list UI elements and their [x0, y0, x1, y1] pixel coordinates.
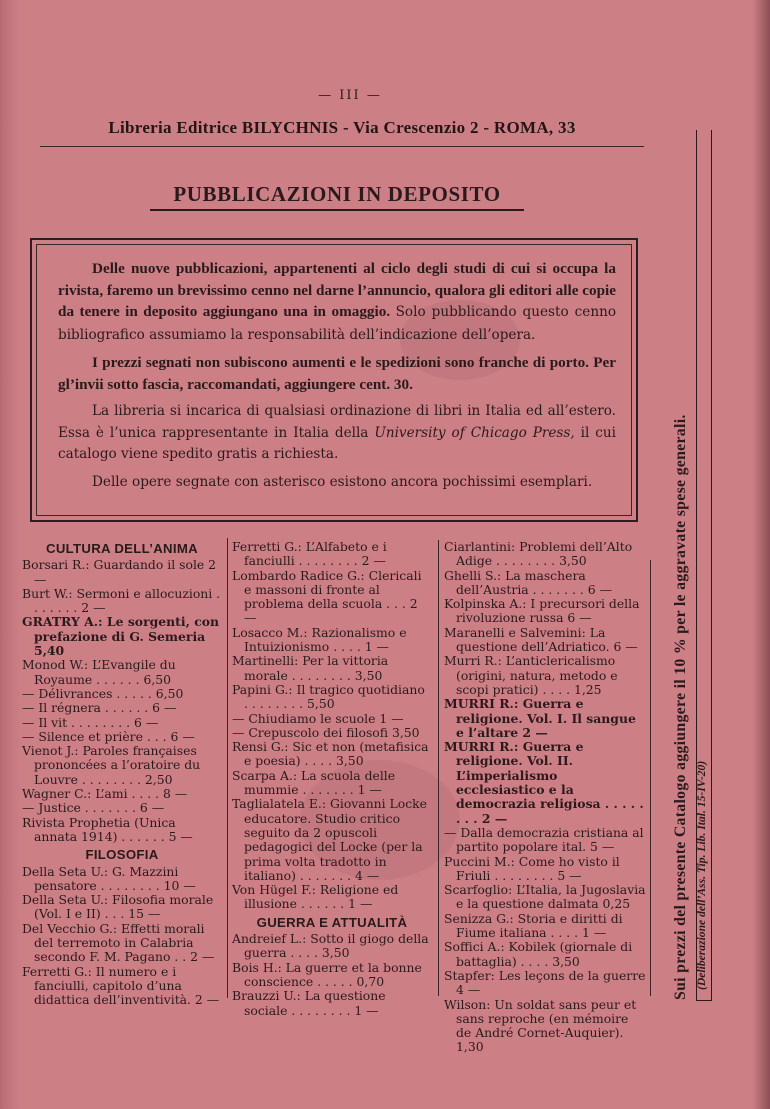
- notice-p3-publisher: University of Chicago Press,: [374, 424, 575, 441]
- catalog-entry: Murri R.: L’anticlericalismo (origini, natura, metodo e scopi pratici) . . . . 1,25: [444, 653, 618, 697]
- catalog-entry: Wilson: Un soldat sans peur et sans reproche (en mémoire de André Cornet-Auquier). 1,30: [444, 996, 637, 1055]
- notice-p1-rest: Solo pubblicando questo cenno bibliografico assumiamo la responsabilità dell’indicazione dell’opera.: [58, 304, 617, 343]
- publisher-header: Libreria Editrice BILYCHNIS - Via Crescenzio 2 - ROMA, 33: [108, 118, 576, 137]
- catalog-entry: GRATRY A.: Le sorgenti, con prefazione di G. Semeria 5,40: [22, 614, 220, 659]
- section-entries-cultura: [22, 558, 222, 844]
- catalog-entry: — Silence et prière . . . 6 —: [22, 728, 195, 744]
- notice-paragraph-3: [58, 401, 616, 466]
- section-entries-guerra-cont: [444, 540, 646, 1055]
- notice-box: [30, 238, 638, 522]
- catalog-entry: Soffici A.: Kobilek (giornale di battaglia) . . . . 3,50: [444, 939, 633, 969]
- notice-paragraph-1: [58, 258, 616, 346]
- notice-p3-a: La libreria si incarica di qualsiasi ordinazione di libri in Italia ed all’estero. Essa è l’unica rappresentante in Italia della: [58, 403, 616, 441]
- catalog-entry: Papini G.: Il tragico quotidiano . . . . . . . . 5,50: [232, 681, 425, 712]
- catalog-entry: Stapfer: Les leçons de la guerre 4 —: [444, 967, 646, 998]
- page-title: PUBBLICAZIONI IN DEPOSITO: [150, 182, 524, 211]
- catalog-entry: Ferretti G.: L’Alfabeto e i fanciulli . . . . . . . . 2 —: [232, 539, 387, 569]
- catalog-entry: — Justice . . . . . . . 6 —: [22, 800, 165, 816]
- section-heading-guerra: GUERRA E ATTUALITÀ: [256, 914, 408, 930]
- catalog-column-3: [444, 540, 646, 1055]
- catalog-entry: Ghelli S.: La maschera dell’Austria . . . . . . . 6 —: [444, 567, 612, 597]
- page-right-shadow: [752, 0, 770, 1109]
- catalog-entry: — Il régnera . . . . . . 6 —: [22, 700, 177, 716]
- section-heading-cultura: CULTURA DELL’ANIMA: [46, 541, 198, 556]
- catalog-entry: Maranelli e Salvemini: La questione dell’Adriatico. 6 —: [444, 624, 638, 655]
- catalog-entry: Burt W.: Sermoni e allocuzioni . . . . . . . 2 —: [22, 585, 221, 616]
- notice-paragraph-2: I prezzi segnati non subiscono aumenti e le spedizioni sono franche di porto. Per gl’invii sotto fascia, raccomandati, aggiungere cent. 30.: [58, 354, 616, 393]
- catalog-column-1: [22, 540, 222, 1008]
- catalog-entry: MURRI R.: Guerra e religione. Vol. I. Il sangue e l’altare 2 —: [444, 696, 636, 740]
- catalog-entry: Von Hügel F.: Religione ed illusione . . . . . . 1 —: [232, 882, 399, 912]
- page-left-edge: [0, 0, 22, 1109]
- section-entries-filosofia-cont: [232, 540, 432, 912]
- catalog-entry: Wagner C.: L’ami . . . . 8 —: [22, 786, 188, 802]
- section-entries-guerra: [232, 932, 432, 1018]
- catalog-entry: — Dalla democrazia cristiana al partito popolare ital. 5 —: [444, 824, 644, 855]
- catalog-entry: — Délivrances . . . . . 6,50: [22, 685, 184, 701]
- catalog-entry: Bois H.: La guerre et la bonne conscience . . . . . 0,70: [232, 959, 422, 989]
- catalog-entry: Scarpa A.: La scuola delle mummie . . . . . . . 1 —: [232, 767, 396, 798]
- section-heading-filosofia: FILOSOFIA: [85, 847, 159, 863]
- column-divider: [227, 538, 228, 998]
- header-rule: [40, 146, 644, 147]
- page-number: — III —: [318, 88, 382, 103]
- side-note-main: Sui prezzi del presente Catalogo aggiungere il 10 % per le aggravate spese generali.: [672, 414, 689, 1000]
- catalog-entry: Monod W.: L’Evangile du Royaume . . . . . . 6,50: [22, 657, 176, 687]
- catalog-entry: Vienot J.: Paroles françaises prononcées a l’oratoire du Louvre . . . . . . . . 2,50: [22, 743, 201, 787]
- notice-p3-b: il cui catalogo viene spedito gratis a richiesta.: [58, 424, 616, 462]
- catalog-entry: Della Seta U.: G. Mazzini pensatore . . . . . . . . 10 —: [22, 863, 196, 893]
- catalog-entry: Losacco M.: Razionalismo e Intuizionismo . . . . 1 —: [232, 624, 407, 655]
- catalog-entry: Kolpinska A.: I precursori della rivoluzione russa 6 —: [444, 596, 640, 626]
- section-entries-filosofia: [22, 865, 222, 1008]
- catalog-entry: Brauzzi U.: La questione sociale . . . . . . . . 1 —: [232, 988, 386, 1018]
- catalog-entry: Martinelli: Per la vittoria morale . . . . . . . . 3,50: [232, 653, 389, 683]
- column-divider: [650, 560, 651, 996]
- side-note-sub: (Deliberazione dell’Ass. Tip. Lib. Ital. 15-IV-20): [695, 760, 708, 990]
- column-divider: [438, 540, 439, 996]
- catalog-entry: Della Seta U.: Filosofia morale (Vol. I e II) . . . 15 —: [22, 892, 214, 922]
- catalog-entry: Lombardo Radice G.: Clericali e massoni di fronte al problema della scuola . . . 2 —: [232, 567, 422, 626]
- catalog-entry: Senizza G.: Storia e diritti di Fiume italiana . . . . 1 —: [444, 910, 623, 941]
- notice-paragraph-4: Delle opere segnate con asterisco esistono ancora pochissimi esemplari.: [92, 473, 593, 490]
- catalog-entry: — Crepuscolo dei filosofi 3,50: [232, 724, 420, 740]
- catalog-entry: Ciarlantini: Problemi dell’Alto Adige . . . . . . . . 3,50: [444, 539, 633, 569]
- catalog-entry: Andreief L.: Sotto il giogo della guerra . . . . 3,50: [232, 931, 429, 961]
- catalog-entry: Taglialatela E.: Giovanni Locke educatore. Studio critico seguito da 2 opuscoli pedagogici del Locke (per la prima volta tradotto in italiano) . . . . . . . 4 —: [232, 796, 428, 883]
- catalog-entry: — Chiudiamo le scuole 1 —: [232, 710, 404, 726]
- catalog-entry: Puccini M.: Come ho visto il Friuli . . . . . . . . 5 —: [444, 853, 620, 883]
- catalog-entry: Rensi G.: Sic et non (metafisica e poesia) . . . . 3,50: [232, 739, 429, 769]
- catalog-entry: Borsari R.: Guardando il sole 2 —: [22, 557, 217, 587]
- side-note: [652, 110, 714, 1000]
- catalog-entry: Del Vecchio G.: Effetti morali del terremoto in Calabria secondo F. M. Pagano . . 2 —: [22, 920, 215, 965]
- catalog-entry: — Il vit . . . . . . . . 6 —: [22, 714, 159, 730]
- catalog-entry: Ferretti G.: Il numero e i fanciulli, capitolo d’una didattica dell’inventività. 2 —: [22, 963, 220, 1008]
- catalog-entry: Rivista Prophetia (Unica annata 1914) . . . . . . 5 —: [22, 814, 193, 844]
- catalog-entry: MURRI R.: Guerra e religione. Vol. II. L’imperialismo ecclesiastico e la democrazia religiosa . . . . . . . . 2 —: [444, 739, 644, 826]
- catalog-column-2: [232, 540, 432, 1018]
- notice-p1-bold: Delle nuove pubblicazioni, appartenenti al ciclo degli studi di cui si occupa la rivista, faremo un brevissimo cenno nel darne l’annuncio, qualora gli editori alle copie da tenere in deposito aggiungano una in omaggio.: [58, 260, 616, 320]
- catalog-entry: Scarfoglio: L’Italia, la Jugoslavia e la questione dalmata 0,25: [444, 882, 646, 912]
